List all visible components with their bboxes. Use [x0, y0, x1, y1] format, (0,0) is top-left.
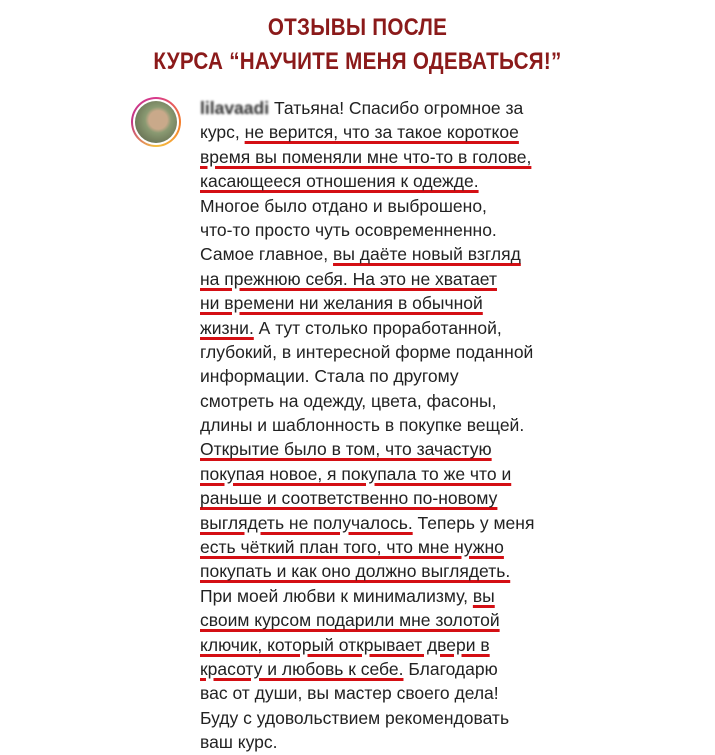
comment-text: А тут столько проработанной,	[253, 317, 502, 338]
underlined-text: есть чёткий план того, что мне нужно	[200, 537, 504, 558]
comment-line	[200, 169, 580, 193]
comment-text: Многое было отдано и выброшено,	[200, 195, 487, 216]
comment-text: смотреть на одежду, цвета, фасоны,	[200, 390, 497, 411]
comment-line	[200, 730, 580, 754]
comment-line	[200, 535, 580, 559]
comment-line	[200, 389, 580, 413]
comment-text: Самое главное,	[200, 244, 334, 265]
username[interactable]: lilavaadi	[200, 98, 270, 118]
avatar[interactable]	[131, 97, 181, 147]
comment-line	[200, 218, 580, 242]
underlined-text: время вы поменяли мне что-то в голове,	[200, 146, 532, 167]
underlined-text: жизни.	[200, 317, 254, 338]
underlined-text: выглядеть не получалось.	[200, 512, 413, 533]
underlined-text: на прежнюю себя. На это не хватает	[200, 268, 497, 289]
comment-line	[200, 145, 580, 169]
comment-text: что-то просто чуть осовременненно.	[200, 219, 497, 240]
comment-text: глубокий, в интересной форме поданной	[200, 341, 534, 362]
comment-line	[200, 681, 580, 705]
comment-text: Теперь у меня	[412, 512, 535, 533]
comment-line	[200, 316, 580, 340]
comment-line	[200, 291, 580, 315]
comment-line	[200, 657, 580, 681]
comment-line	[200, 462, 580, 486]
comment-line	[200, 267, 580, 291]
comment-line	[200, 413, 580, 437]
underlined-text: красоту и любовь к себе.	[200, 658, 404, 679]
underlined-text: вы даёте новый взгляд	[333, 244, 521, 265]
comment-text: курс,	[200, 122, 245, 143]
underlined-text: раньше и соответственно по-новому	[200, 488, 498, 509]
avatar-ring	[133, 99, 179, 145]
underlined-text: своим курсом подарили мне золотой	[200, 610, 500, 631]
underlined-text: вы	[472, 585, 495, 606]
page-title-line-1: ОТЗЫВЫ ПОСЛЕ	[267, 14, 448, 41]
underlined-text: покупать и как оно должно выглядеть.	[200, 561, 511, 582]
underlined-text: не верится, что за такое короткое	[244, 122, 519, 143]
underlined-text: касающееся отношения к одежде.	[200, 171, 479, 192]
comment-line	[200, 437, 580, 461]
comment-line	[200, 486, 580, 510]
comment-text: Благодарю	[403, 658, 498, 679]
comment-line	[200, 364, 580, 388]
comment-line	[200, 340, 580, 364]
comment-line	[200, 96, 580, 120]
comment-line	[200, 511, 580, 535]
underlined-text: ни времени ни желания в обычной	[200, 293, 483, 314]
comment-text: При моей любви к минимализму,	[200, 585, 473, 606]
comment-text: ваш курс.	[200, 732, 278, 753]
comment-line	[200, 633, 580, 657]
underlined-text: Открытие было в том, что зачастую	[200, 439, 492, 460]
comment-text: Татьяна! Спасибо огромное за	[273, 98, 524, 118]
comment-line	[200, 242, 580, 266]
comment-line	[200, 608, 580, 632]
comment-text: Буду с удовольствием рекомендовать	[200, 707, 510, 728]
page-title-line-2: КУРСА “НАУЧИТЕ МЕНЯ ОДЕВАТЬСЯ!”	[153, 48, 562, 75]
comment-text: длины и шаблонность в покупке вещей.	[200, 415, 525, 436]
comment-line	[200, 559, 580, 583]
comment-text: информации. Стала по другому	[200, 366, 459, 387]
review-comment	[200, 96, 580, 755]
avatar-photo	[135, 101, 177, 143]
comment-text: вас от души, вы мастер своего дела!	[200, 683, 499, 704]
comment-line	[200, 120, 580, 144]
comment-line	[200, 584, 580, 608]
underlined-text: покупая новое, я покупала то же что и	[200, 463, 512, 484]
underlined-text: ключик, который открывает двери в	[200, 634, 490, 655]
comment-line	[200, 194, 580, 218]
comment-line	[200, 706, 580, 730]
